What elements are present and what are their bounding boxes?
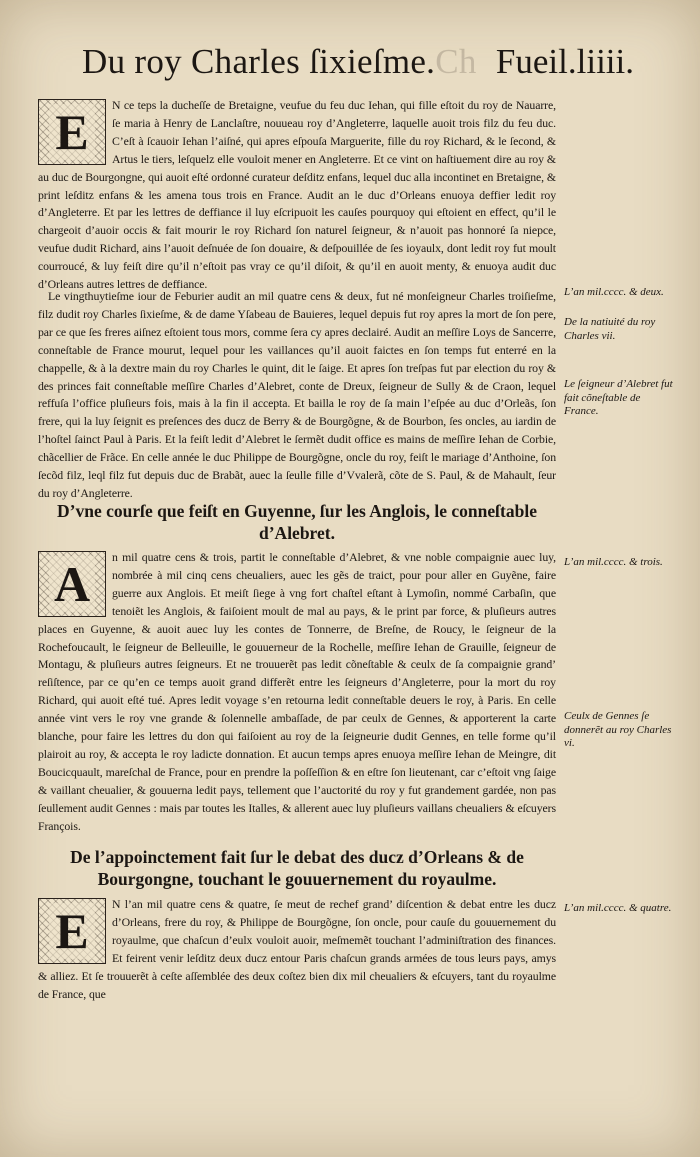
margin-note: De la natiuité du roy Charles vii. <box>564 316 656 342</box>
page-header <box>0 42 700 92</box>
running-title <box>82 42 477 82</box>
paragraph-3-text: n mil quatre cens & trois, partit le conneſtable d’Alebret, & vne noble compaignie auec luy, nombrée à mil cinq cens cheualiers, auec les gẽs de traict, pour pour aller en Guyẽne, faire guerre aux Anglois. Et meiſt ſiege à vng fort chaſtel eſtant à Lymoſin, nommé Carbaſin, que tenoiẽt les Anglois, & faiſoient moult de mal au pays, & le print par force, & pluſieurs autres places en Guyenne, & auoit auec luy les contes de Tonnerre, de Breſne, de Roucy, le ſeigneur de la Rochefoucault, le ſeigneur de Belleuille, le gouuerneur de la Rochelle, meſſire Iehan de Grauille, ſeigneur de Montagu, & pluſieurs autres ſeigneurs. Et ne trouuerẽt pas ledit cõneſtable & ceulx de ſa compaignie grand’ reſiſtence, par ce qu’en ce temps auoit grand differẽt entre les ſeigneurs d’Angleterre, pour la mort du roy Richard, qui auoit eſté tué. Apres ledit voyage s’en retourna ledit conneſtable deuers le roy, à Paris. En celle année vint vers le roy vne grande & ſolennelle ambaſſade, de par ceulx de Gennes, & apporterent la carte blanche, pour faire les lettres du don qui faiſoient au roy de la ſeigneurie dudit Gennes, en telle forme qu’il plairoit au roy, & accepta le roy ladicte donnation. Et aucun temps apres enuoya meſſire Iehan de Meingre, dit Boucicquault, mareſchal de France, pour en prendre la poſſeſſion & en eſtre ſon lieutenant, car c’eſtoit vng ſaige & vaillant cheualier, & gouuerna ledit pays, tellement que l’auctorité du roy y fut grandement gardée, non pas ſeullement audit Gennes : mais par toutes les Italles, & allerent auec luy pluſieurs vaillans cheualiers & eſcuyers François. <box>38 550 556 833</box>
paragraph-4-text: N l’an mil quatre cens & quatre, ſe meut de rechef grand’ diſcention & debat entre les ducz d’Orleans, frere du roy, & Philippe de Bourgõgne, ſon oncle, pour cauſe du gouuernement du royaulme, que chaſcun d’eulx vouloit auoir, meſmemẽt touchant l’adminiſtration des finances. Et feirent venir leſditz deux ducz entour Paris chaſcun grands armées de tous leurs pays, amys & alliez. Et ſe trouuerẽt à ceſte aſſemblée des deux coſtez bien dix mil cheualiers & eſcuyers, tant du royaulme de France, que <box>38 897 556 1001</box>
paragraph-2 <box>38 288 556 503</box>
dropcap-ornament <box>38 551 106 617</box>
paragraph-1 <box>38 97 556 294</box>
margin-note: Le ſeigneur d’Alebret fut fait cõneſtable de France. <box>564 378 673 417</box>
folio-number: Fueil.liiii. <box>495 42 634 81</box>
section-heading-2: De l’appoinctement fait ſur le debat des ducz d’Orleans & de Bourgongne, touchant le gouuernement du royaulme. <box>70 847 524 889</box>
dropcap-ornament <box>38 898 106 964</box>
margin-note: Ceulx de Gennes ſe donnerẽt au roy Charles vi. <box>564 710 672 749</box>
paragraph-3 <box>38 549 556 836</box>
margin-note: L’an mil.cccc. & quatre. <box>564 902 672 914</box>
dropcap-ornament <box>38 99 106 165</box>
dropcap-letter: E <box>49 903 95 959</box>
bleed-through-text: Ch <box>435 42 477 81</box>
running-title-text: Du roy Charles ſixieſme. <box>82 42 436 81</box>
margin-note: L’an mil.cccc. & deux. <box>564 286 664 298</box>
paragraph-1-text: N ce teps la ducheſſe de Bretaigne, veufue du feu duc Iehan, qui fille eſtoit du roy de Nauarre, ſe maria à Henry de Lanclaſtre, nouueau roy d’Angleterre, laquelle auoit trois filz du feu duc. C’eſt à ſcauoir Iehan l’aiſné, qui apres eſpouſa Marguerite, fille du roy Richard, & le ſecond, & Artus le tiers, leſquelz elle vouloit mener en Angleterre. Et ce vint on haſtiuement dire au roy & au duc de Bourgongne, qui auoit eſté ordonné curateur deſditz enfans, lequel duc alla incontinet en Bretaigne, & print leſditz enfans & les amena tous trois en France. Audit an le duc d’Orleans enuoya deffier ledit roy d’Angleterre. Et par les lettres de deffiance il luy eſcripuoit les cauſes pourquoy qui eſtoient en effect, qu’il le chargeoit d’auoir occis & fait mourir le roy Richard ſon naturel ſeigneur, & n’auoit pas honnoré ſa niepce, veufue dudit Richard, ains l’auoit deſnuée de ſon douaire, & deſpouillée de ſes ioyaulx, dont ledit roy fut moult courroucé, & luy feiſt dire qu’il n’eſtoit pas vray ce qu’il diſoit, & qu’il en auoit menty, & enuoya audit duc d’Orleans autres lettres de deffiance. <box>38 98 556 292</box>
dropcap-letter: E <box>49 104 95 160</box>
paragraph-4 <box>38 896 556 1003</box>
dropcap-letter: A <box>49 556 95 612</box>
margin-note: L’an mil.cccc. & trois. <box>564 556 663 568</box>
section-heading-1: D’vne courſe que feiſt en Guyenne, ſur les Anglois, le conneſtable d’Alebret. <box>57 501 537 543</box>
paragraph-2-text: Le vingthuytieſme iour de Feburier audit an mil quatre cens & deux, fut né monſeigneur Charles troiſieſme, filz dudit roy Charles ſixieſme, & de dame Yſabeau de Bauieres, lequel depuis fut roy apres la mort de ſon pere, par ce que ſes freres aiſnez eſtoient tous mors, comme ſera cy apres declairé. Audit an meſſire Loys de Sancerre, conneſtable de France mourut, lequel pour les vaillances qu’il auoit faictes en ſon temps fut enterré en la chappelle, & à la dextre main du roy Charles le quint, dit le ſaige. Et apres ſon treſpas fut par election du roy & des princes fait conneſtable meſſire Charles d’Alebret, conte de Dreux, ſeigneur de Sully & de Craon, lequel reffuſa l’office pluſieurs fois, mais à la fin il accepta. Et bailla le roy de ſa main l’eſpée au duc d’Orleãs, ſon frere, qui la luy ſeignit es preſences des ducz de Berry & de Bourgõgne, & de Bourbon, ſes oncles, au iardin de l’hoſtel ſainct Paul à Paris. Et la feiſt ledit d’Alebret le ſermẽt dudit office es mains de meſſire Iehan de Corbie, chãcellier de Frãce. En celle année le duc Philippe de Bourgõgne, oncle du roy, feiſt le mariage d’Anthoine, ſon ſecõd filz, leql filz fut depuis duc de Brabãt, auec la ſeulle fille d’Vvalerã, cõte de S. Paul, & de Mahault, ſeur du roy d’Angleterre. <box>38 289 556 500</box>
